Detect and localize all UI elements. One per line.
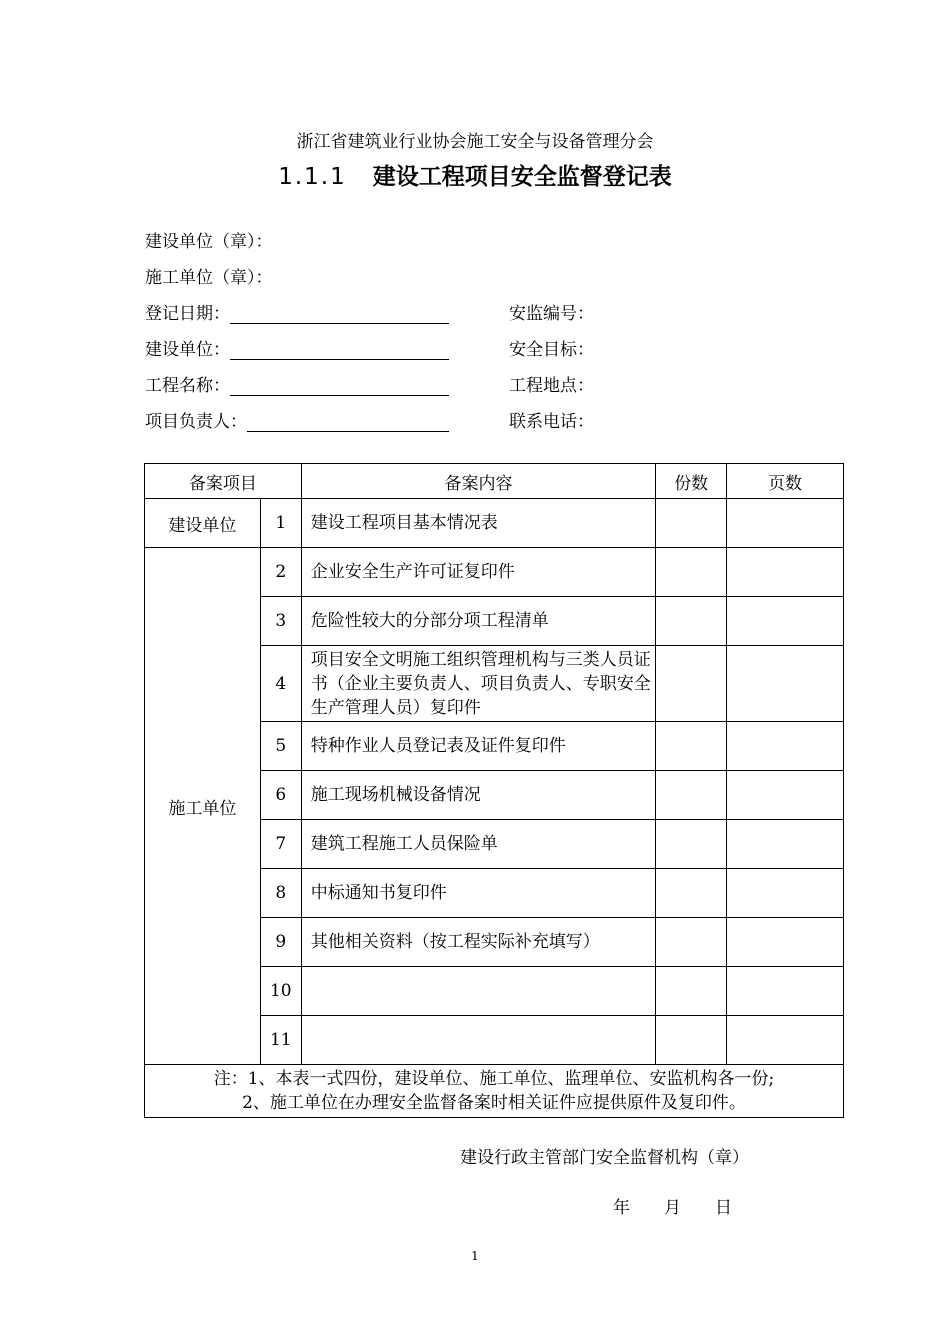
group-owner: 建设单位 <box>145 499 261 548</box>
title-text: 建设工程项目安全监督登记表 <box>372 164 672 190</box>
row-number: 11 <box>260 1016 301 1065</box>
document-title <box>0 158 950 191</box>
row-number: 2 <box>260 548 301 597</box>
header-copies: 份数 <box>656 464 727 499</box>
copies-cell[interactable] <box>656 1016 727 1065</box>
row-content: 危险性较大的分部分项工程清单 <box>301 597 655 646</box>
group-contractor: 施工单位 <box>145 548 261 1065</box>
row-content: 其他相关资料（按工程实际补充填写） <box>301 918 655 967</box>
pages-cell[interactable] <box>727 597 844 646</box>
row-number: 4 <box>260 646 301 722</box>
owner-seal-label: 建设单位（章）： <box>145 232 273 252</box>
table-row <box>145 499 844 548</box>
header-item: 备案项目 <box>145 464 302 499</box>
note-line-2: 2、施工单位在办理安全监督备案时相关证件应提供原件及复印件。 <box>242 1093 746 1113</box>
title-number: 1.1.1 <box>278 164 347 190</box>
note-row <box>145 1065 844 1118</box>
pages-cell[interactable] <box>727 918 844 967</box>
row-content: 建设工程项目基本情况表 <box>301 499 655 548</box>
copies-cell[interactable] <box>656 646 727 722</box>
owner-field[interactable] <box>145 335 449 360</box>
organization-name: 浙江省建筑业行业协会施工安全与设备管理分会 <box>296 132 654 152</box>
owner-label: 建设单位： <box>145 340 230 360</box>
copies-cell[interactable] <box>656 820 727 869</box>
table-header-row <box>145 464 844 499</box>
page-number: 1 <box>471 1249 479 1263</box>
copies-cell[interactable] <box>656 869 727 918</box>
row-number: 8 <box>260 869 301 918</box>
contractor-seal-label: 施工单位（章）： <box>145 268 273 288</box>
copies-cell[interactable] <box>656 722 727 771</box>
project-manager-blank[interactable] <box>247 413 449 432</box>
row-number: 5 <box>260 722 301 771</box>
pages-cell[interactable] <box>727 548 844 597</box>
row-number: 1 <box>260 499 301 548</box>
row-content: 施工现场机械设备情况 <box>301 771 655 820</box>
month-label: 月 <box>664 1198 681 1218</box>
reg-date-field[interactable] <box>145 299 449 324</box>
safety-goal-label: 安全目标： <box>509 340 594 360</box>
row-content: 特种作业人员登记表及证件复印件 <box>301 722 655 771</box>
row-number: 10 <box>260 967 301 1016</box>
pages-cell[interactable] <box>727 722 844 771</box>
row-number: 6 <box>260 771 301 820</box>
pages-cell[interactable] <box>727 646 844 722</box>
pages-cell[interactable] <box>727 967 844 1016</box>
project-manager-field[interactable] <box>145 407 449 432</box>
project-name-label: 工程名称： <box>145 376 230 396</box>
copies-cell[interactable] <box>656 918 727 967</box>
row-content: 项目安全文明施工组织管理机构与三类人员证书（企业主要负责人、项目负责人、专职安全生产管理人员）复印件 <box>301 646 655 722</box>
header-pages: 页数 <box>727 464 844 499</box>
reg-date-blank[interactable] <box>230 305 449 324</box>
row-number: 9 <box>260 918 301 967</box>
signature-date <box>613 1193 732 1218</box>
row-content: 中标通知书复印件 <box>301 869 655 918</box>
project-location-label: 工程地点： <box>509 376 594 396</box>
pages-cell[interactable] <box>727 499 844 548</box>
year-label: 年 <box>613 1198 630 1218</box>
supervision-no-label: 安监编号： <box>509 304 594 324</box>
phone-label: 联系电话： <box>509 412 594 432</box>
reg-date-label: 登记日期： <box>145 304 230 324</box>
copies-cell[interactable] <box>656 967 727 1016</box>
registration-table <box>144 463 844 1118</box>
owner-blank[interactable] <box>230 341 449 360</box>
row-number: 7 <box>260 820 301 869</box>
pages-cell[interactable] <box>727 1016 844 1065</box>
copies-cell[interactable] <box>656 548 727 597</box>
pages-cell[interactable] <box>727 820 844 869</box>
copies-cell[interactable] <box>656 597 727 646</box>
row-content[interactable] <box>301 967 655 1016</box>
row-content: 建筑工程施工人员保险单 <box>301 820 655 869</box>
day-label: 日 <box>715 1198 732 1218</box>
header-content: 备案内容 <box>301 464 655 499</box>
project-manager-label: 项目负责人： <box>145 412 247 432</box>
row-content[interactable] <box>301 1016 655 1065</box>
row-number: 3 <box>260 597 301 646</box>
authority-seal: 建设行政主管部门安全监督机构（章） <box>460 1148 749 1168</box>
pages-cell[interactable] <box>727 869 844 918</box>
copies-cell[interactable] <box>656 499 727 548</box>
pages-cell[interactable] <box>727 771 844 820</box>
project-name-field[interactable] <box>145 371 449 396</box>
row-content: 企业安全生产许可证复印件 <box>301 548 655 597</box>
note-line-1: 注：1、本表一式四份，建设单位、施工单位、监理单位、安监机构各一份; <box>213 1069 775 1089</box>
project-name-blank[interactable] <box>230 377 449 396</box>
copies-cell[interactable] <box>656 771 727 820</box>
table-note <box>145 1065 844 1118</box>
table-row <box>145 548 844 597</box>
